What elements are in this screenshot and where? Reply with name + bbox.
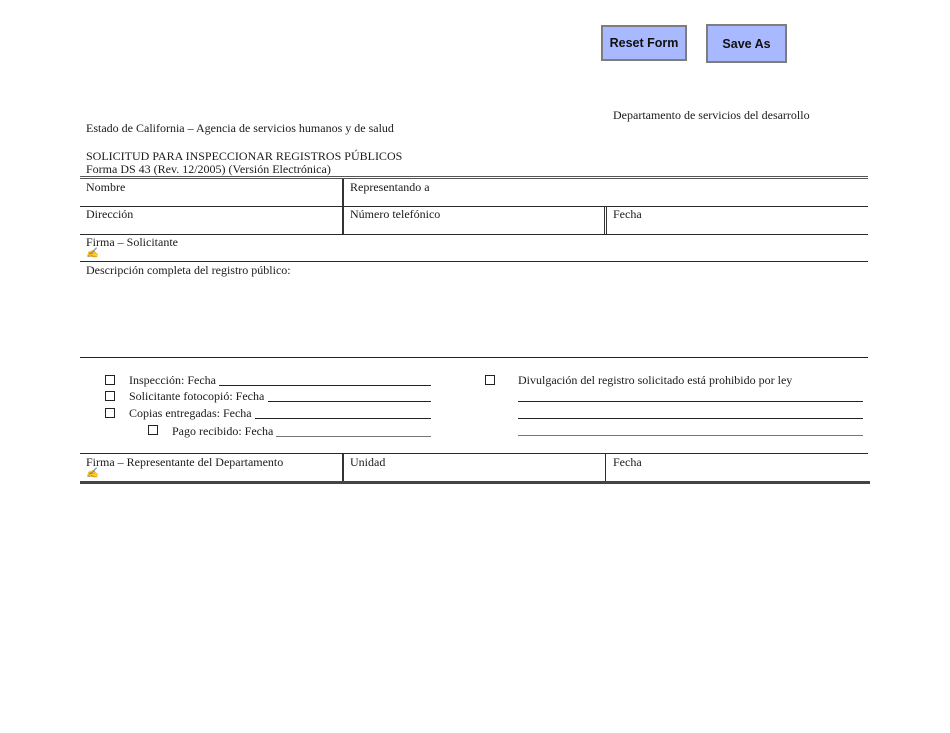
telefono-label: Número telefónico	[350, 207, 441, 221]
footer-bottom-rule	[80, 481, 870, 484]
fotocopio-label: Solicitante fotocopió: Fecha	[129, 389, 265, 403]
department-name: Departamento de servicios del desarrollo	[613, 108, 810, 122]
top-rule-2	[80, 178, 868, 179]
fotocopio-checkbox[interactable]	[105, 391, 115, 401]
divulgacion-line-2[interactable]	[518, 418, 863, 419]
row-divider	[80, 234, 868, 235]
direccion-field[interactable]	[82, 221, 340, 233]
save-as-button[interactable]: Save As	[706, 24, 787, 63]
unidad-label: Unidad	[350, 455, 386, 469]
divulgacion-label: Divulgación del registro solicitado está prohibido por ley	[518, 373, 793, 387]
divulgacion-checkbox[interactable]	[485, 375, 495, 385]
fecha-label: Fecha	[613, 207, 642, 221]
form-number: Forma DS 43 (Rev. 12/2005) (Versión Electrónica)	[86, 162, 331, 176]
descripcion-field[interactable]	[82, 278, 866, 354]
form-title: SOLICITUD PARA INSPECCIONAR REGISTROS PÚBLICOS	[86, 149, 403, 163]
direccion-label: Dirección	[86, 207, 134, 221]
agency-name: Estado de California – Agencia de servicios humanos y de salud	[86, 121, 394, 135]
inspeccion-date-line[interactable]	[219, 385, 431, 386]
footer-top-rule	[80, 453, 868, 454]
telefono-field[interactable]	[346, 221, 602, 233]
divider	[604, 207, 607, 234]
pago-label: Pago recibido: Fecha	[172, 424, 274, 438]
divider	[605, 454, 606, 481]
nombre-label: Nombre	[86, 180, 126, 194]
copias-date-line[interactable]	[255, 418, 431, 419]
divider	[342, 454, 344, 481]
pago-date-line[interactable]	[276, 436, 431, 437]
fecha-field[interactable]	[610, 221, 866, 233]
signature-icon[interactable]: ✍	[86, 248, 99, 259]
fotocopio-date-line[interactable]	[268, 401, 431, 402]
representando-field[interactable]	[346, 194, 866, 206]
nombre-field[interactable]	[82, 194, 340, 206]
section-rule	[80, 357, 868, 358]
inspeccion-checkbox[interactable]	[105, 375, 115, 385]
signature-icon[interactable]: ✍	[86, 468, 99, 479]
firma-solicitante-label: Firma – Solicitante	[86, 235, 178, 249]
pago-checkbox[interactable]	[148, 425, 158, 435]
divulgacion-line-3[interactable]	[518, 435, 863, 436]
divulgacion-line-1[interactable]	[518, 401, 863, 402]
inspeccion-label: Inspección: Fecha	[129, 373, 216, 387]
footer-fecha-field[interactable]	[610, 468, 866, 480]
copias-checkbox[interactable]	[105, 408, 115, 418]
descripcion-label: Descripción completa del registro público:	[86, 263, 291, 277]
row-divider	[80, 206, 868, 207]
unidad-field[interactable]	[346, 468, 602, 480]
top-rule	[80, 176, 868, 177]
representando-label: Representando a	[350, 180, 430, 194]
reset-form-button[interactable]: Reset Form	[601, 25, 687, 61]
copias-label: Copias entregadas: Fecha	[129, 406, 252, 420]
footer-fecha-label: Fecha	[613, 455, 642, 469]
row-divider	[80, 261, 868, 262]
firma-representante-label: Firma – Representante del Departamento	[86, 455, 284, 469]
